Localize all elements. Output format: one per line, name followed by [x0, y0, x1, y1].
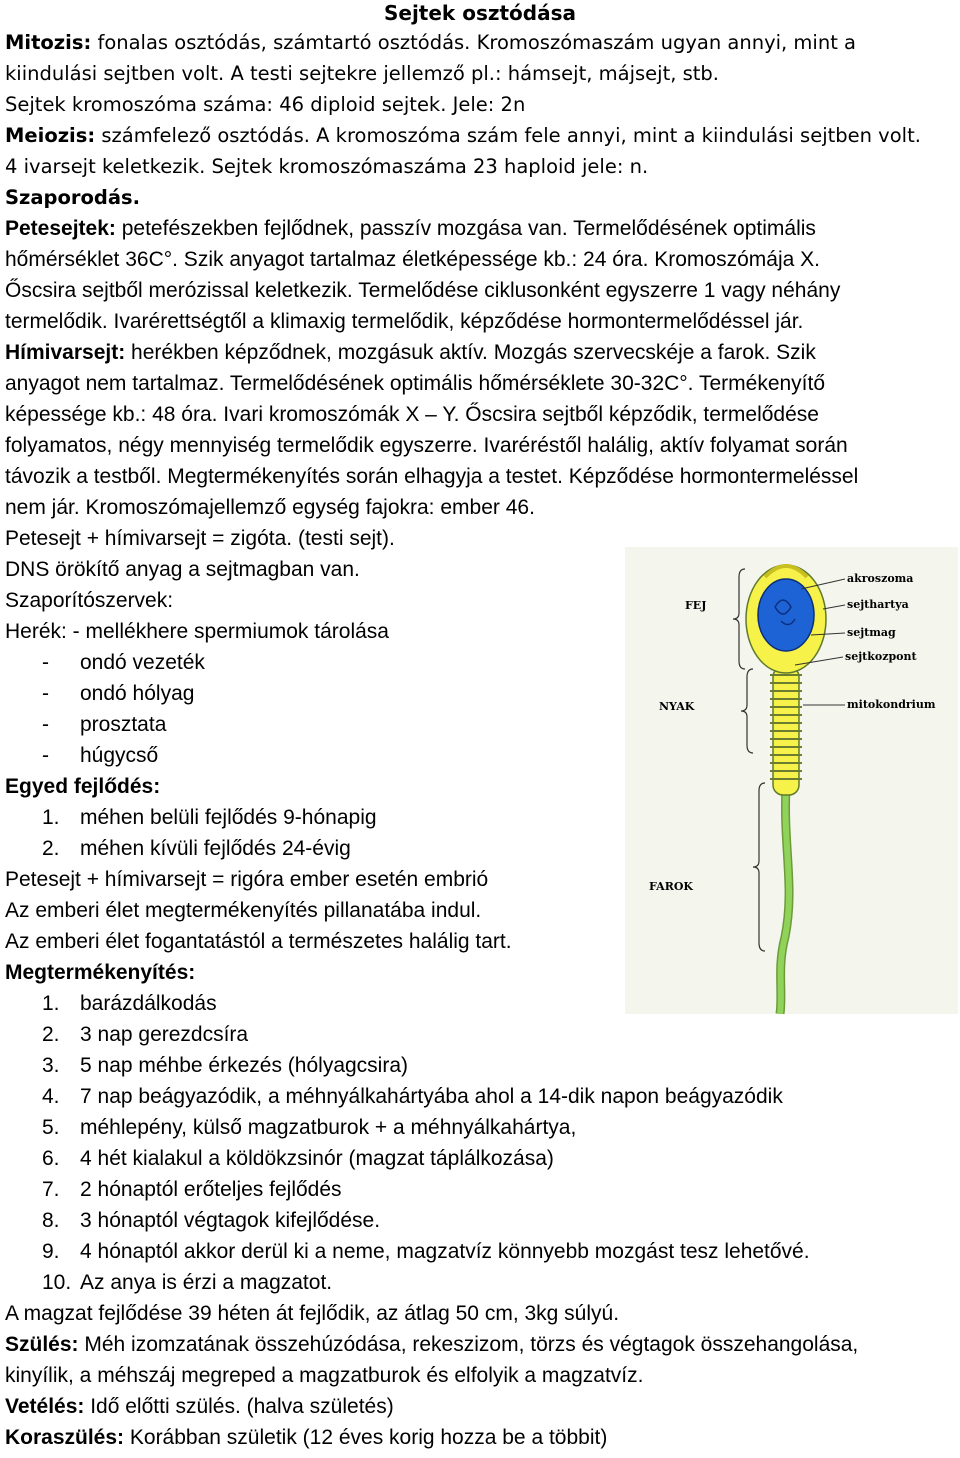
szules-term: Szülés: — [5, 1333, 79, 1356]
egyed-list-item: 2. méhen kívüli fejlődés 24-évig — [42, 837, 351, 860]
himivarsejt-line-1 — [5, 337, 816, 368]
list-dash: - — [42, 744, 49, 767]
megtermekenyites-list-item: 4. 7 nap beágyazódik, a méhnyálkahártyába ahol a 14-dik napon beágyazódik — [42, 1085, 783, 1108]
megtermekenyites-list-item: 10. Az anya is érzi a magzatot. — [42, 1271, 333, 1294]
meiozis-text: számfelező osztódás. A kromoszóma szám fele annyi, mint a kiindulási sejtben volt. — [95, 124, 921, 147]
list-dash: - — [42, 651, 49, 674]
label-mitokondrium: mitokondrium — [847, 698, 936, 711]
meiozis-term: Meiozis: — [5, 124, 96, 147]
herek-list-item: - húgycső — [42, 740, 158, 771]
koraszules-text: Korábban születik (12 éves korig hozza be a többit) — [124, 1426, 608, 1449]
egyed-heading: Egyed fejlődés: — [5, 775, 161, 798]
koraszules-term: Koraszülés: — [5, 1426, 125, 1449]
petesejtek-text: petefészekben fejlődnek, passzív mozgása van. Termelődésének optimális — [115, 217, 816, 240]
magzat-line: A magzat fejlődése 39 héten át fejlődik, az átlag 50 cm, 3kg súlyú. — [5, 1302, 620, 1325]
herek-list-item: - ondó vezeték — [42, 647, 205, 678]
megtermekenyites-list-item: 9. 4 hónaptól akkor derül ki a neme, magzatvíz könnyebb mozgást tesz lehetővé. — [42, 1240, 810, 1263]
megtermekenyites-list-item: 5. méhlepény, külső magzatburok + a méhnyálkahártya, — [42, 1116, 577, 1139]
petesejtek-line-2: hőmérséklet 36C°. Szik anyagot tartalmaz életképessége kb.: 24 óra. Kromoszómája X. — [5, 248, 820, 271]
szules-text: Méh izomzatának összehúzódása, rekeszizom, törzs és végtagok összehangolása, — [78, 1333, 859, 1356]
petesejtek-line-3: Őscsira sejtből merózissal keletkezik. Termelődése ciklusonként egyszerre 1 vagy néhány — [5, 279, 841, 302]
herek-line: Herék: - mellékhere spermiumok tárolása — [5, 620, 389, 643]
label-fej: FEJ — [685, 599, 707, 612]
megtermekenyites-list-item: 8. 3 hónaptól végtagok kifejlődése. — [42, 1209, 381, 1232]
list-dash: - — [42, 713, 49, 736]
himivarsejt-line-4: folyamatos, négy mennyiség termelődik egyszerre. Ivaréréstől halálig, aktív folyamat során — [5, 434, 848, 457]
veteles-text: Idő előtti szülés. (halva születés) — [84, 1395, 394, 1418]
szules-line-2: kinyílik, a méhszáj megreped a magzatburok és elfolyik a magzatvíz. — [5, 1364, 644, 1387]
mitozis-text: fonalas osztódás, számtartó osztódás. Kromoszómaszám ugyan annyi, mint a — [91, 31, 856, 54]
himivarsejt-line-2: anyagot nem tartalmaz. Termelődésének optimális hőmérséklete 30-32C°. Termékenyítő — [5, 372, 826, 395]
embrio-line: Petesejt + hímivarsejt = rigóra ember esetén embrió — [5, 868, 489, 891]
dns-line: DNS örökítő anyag a sejtmagban van. — [5, 558, 360, 581]
koraszules-line — [5, 1422, 607, 1453]
petesejtek-line-4: termelődik. Ivarérettségtől a klimaxig termelődik, képződése hormontermelődéssel jár. — [5, 310, 804, 333]
himivarsejt-line-3: képessége kb.: 48 óra. Ivari kromoszómák X – Y. Őscsira sejtből képződik, termelődése — [5, 403, 819, 426]
sperm-cell-figure — [625, 547, 958, 1014]
list-dash: - — [42, 682, 49, 705]
elet-line-1: Az emberi élet megtermékenyítés pillanatába indul. — [5, 899, 482, 922]
egyed-list-item: 1. méhen belüli fejlődés 9-hónapig — [42, 806, 377, 829]
herek-list-item: - ondó hólyag — [42, 678, 194, 709]
veteles-line — [5, 1391, 394, 1422]
himivarsejt-text: herékben képződnek, mozgásuk aktív. Mozgás szervecskéje a farok. Szik — [125, 341, 816, 364]
petesejtek-line-1 — [5, 213, 816, 244]
himivarsejt-line-6: nem jár. Kromoszómajellemző egység fajokra: ember 46. — [5, 496, 535, 519]
szules-line-1 — [5, 1329, 858, 1360]
meiozis-line-1 — [5, 120, 921, 151]
szaporitoszervek-heading: Szaporítószervek: — [5, 589, 174, 612]
mitozis-line-2: kiindulási sejtben volt. A testi sejtekre jellemző pl.: hámsejt, májsejt, stb. — [5, 62, 719, 85]
zigota-line: Petesejt + hímivarsejt = zigóta. (testi sejt). — [5, 527, 395, 550]
megtermekenyites-list-item: 2. 3 nap gerezdcsíra — [42, 1023, 249, 1046]
veteles-term: Vetélés: — [5, 1395, 85, 1418]
label-sejthartya: sejthartya — [847, 598, 909, 611]
label-farok: FAROK — [649, 880, 693, 893]
himivarsejt-term: Hímivarsejt: — [5, 341, 126, 364]
mitozis-term: Mitozis: — [5, 31, 92, 54]
mitozis-line-3: Sejtek kromoszóma száma: 46 diploid sejtek. Jele: 2n — [5, 93, 526, 116]
himivarsejt-line-5: távozik a testből. Megtermékenyítés során elhagyja a testet. Képződése hormontermeléssel — [5, 465, 859, 488]
meiozis-line-2: 4 ivarsejt keletkezik. Sejtek kromoszómaszáma 23 haploid jele: n. — [5, 155, 649, 178]
mitozis-line-1 — [5, 27, 856, 58]
megtermekenyites-list-item: 6. 4 hét kialakul a köldökzsinór (magzat táplálkozása) — [42, 1147, 554, 1170]
megtermekenyites-list-item: 1. barázdálkodás — [42, 992, 217, 1015]
szaporodas-heading: Szaporodás. — [5, 186, 141, 209]
megtermekenyites-heading: Megtermékenyítés: — [5, 961, 196, 984]
sperm-nucleus — [758, 579, 814, 651]
label-akroszoma: akroszoma — [847, 572, 914, 585]
herek-list-item: - prosztata — [42, 709, 166, 740]
label-sejtmag: sejtmag — [847, 626, 896, 639]
label-sejtkozpont: sejtkozpont — [845, 650, 917, 663]
megtermekenyites-list-item: 7. 2 hónaptól erőteljes fejlődés — [42, 1178, 342, 1201]
petesejtek-term: Petesejtek: — [5, 217, 116, 240]
label-nyak: NYAK — [659, 700, 695, 713]
page-title: Sejtek osztódása — [383, 1, 576, 25]
megtermekenyites-list-item: 3. 5 nap méhbe érkezés (hólyagcsira) — [42, 1054, 409, 1077]
sperm-cell-diagram — [625, 547, 958, 1014]
elet-line-2: Az emberi élet fogantatástól a természetes halálig tart. — [5, 930, 512, 953]
